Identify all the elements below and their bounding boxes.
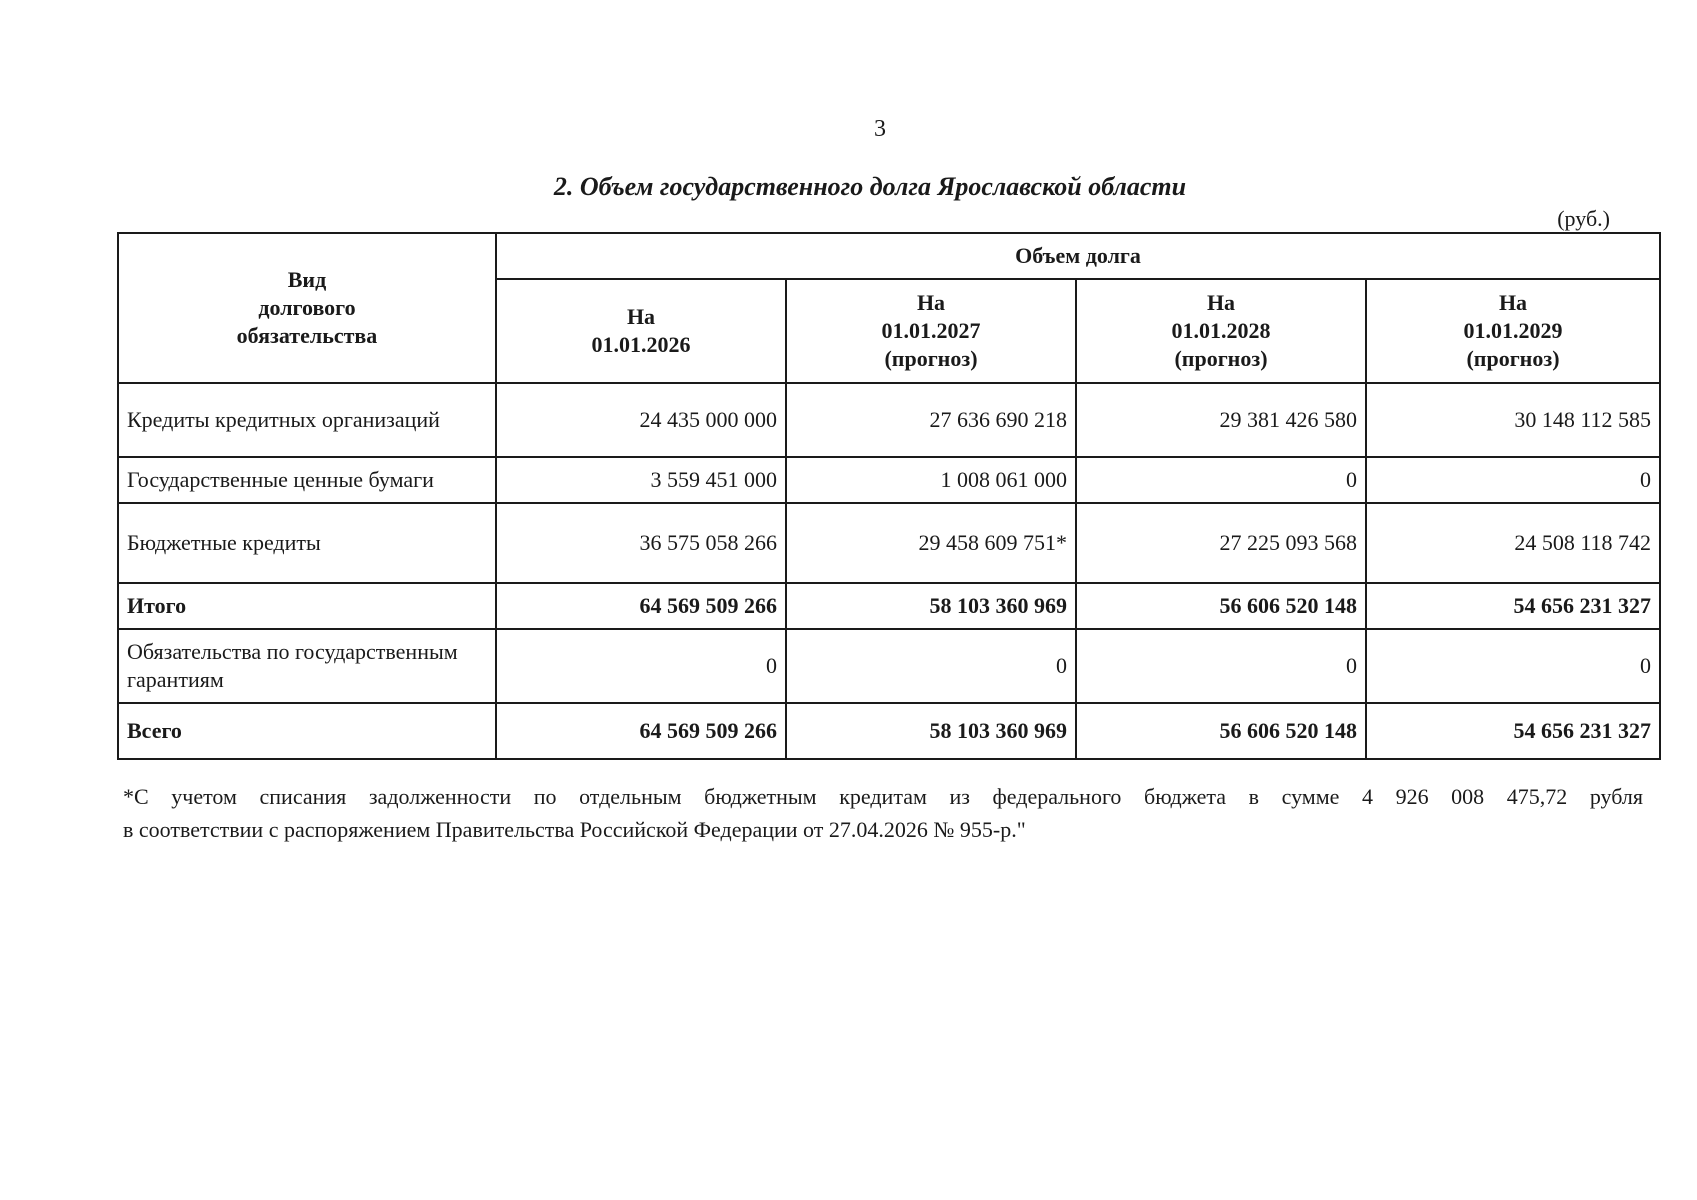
row-label-line: кредиты: [242, 530, 321, 555]
table-cell: 0: [786, 629, 1076, 703]
row-label-line: Бюджетные: [127, 530, 237, 555]
row-label: [118, 503, 496, 583]
table-cell: 30 148 112 585: [1366, 383, 1660, 457]
row-label-line: государственным гарантиям: [127, 639, 458, 692]
table-cell: 56 606 520 148: [1076, 583, 1366, 629]
table-cell: 0: [496, 629, 786, 703]
row-label: [118, 457, 496, 503]
units-label: (руб.): [1557, 206, 1610, 231]
table-cell: 29 458 609 751*: [786, 503, 1076, 583]
date-header-date: 01.01.2027: [881, 318, 981, 343]
table-cell: 0: [1366, 629, 1660, 703]
date-header-prefix: На: [1206, 290, 1236, 315]
date-header-prefix: На: [626, 304, 656, 329]
table-cell: 0: [1076, 457, 1366, 503]
date-column-header: [1076, 279, 1366, 383]
page-number: 3: [874, 116, 886, 142]
footnote: [123, 780, 1643, 846]
row-label-line: Всего: [127, 718, 182, 743]
date-header-date: 01.01.2028: [1171, 318, 1271, 343]
row-label: [118, 703, 496, 759]
date-header-note: (прогноз): [884, 346, 978, 371]
date-column-header: [496, 279, 786, 383]
table-total-row: [118, 583, 1660, 629]
table-cell: 36 575 058 266: [496, 503, 786, 583]
footnote-line: в соответствии с распоряжением Правительства Российской Федерации от 27.04.2026 № 955-р.": [123, 817, 1026, 842]
table-row: [118, 383, 1660, 457]
date-column-header: [786, 279, 1076, 383]
table-cell: 64 569 509 266: [496, 583, 786, 629]
table-cell: 3 559 451 000: [496, 457, 786, 503]
date-header-date: 01.01.2026: [591, 332, 691, 357]
table-header-row: [118, 233, 1660, 279]
table-cell: 54 656 231 327: [1366, 703, 1660, 759]
debt-volume-group-header: Объем долга: [496, 233, 1660, 279]
table-grand-total-row: [118, 703, 1660, 759]
table-cell: 27 636 690 218: [786, 383, 1076, 457]
table-cell: 27 225 093 568: [1076, 503, 1366, 583]
row-label: [118, 583, 496, 629]
date-header-note: (прогноз): [1174, 346, 1268, 371]
table-row: [118, 629, 1660, 703]
date-column-header: [1366, 279, 1660, 383]
date-header-prefix: На: [1498, 290, 1528, 315]
table-cell: 24 435 000 000: [496, 383, 786, 457]
kind-header-line: Вид: [287, 267, 327, 292]
table-cell: 0: [1366, 457, 1660, 503]
kind-column-header: [118, 233, 496, 383]
table-cell: 64 569 509 266: [496, 703, 786, 759]
debt-table: [117, 232, 1661, 760]
kind-header-line: долгового: [258, 295, 356, 320]
table-cell: 58 103 360 969: [786, 583, 1076, 629]
kind-header-line: обязательства: [236, 323, 378, 348]
row-label-line: организаций: [321, 407, 440, 432]
table-cell: 58 103 360 969: [786, 703, 1076, 759]
table-cell: 24 508 118 742: [1366, 503, 1660, 583]
document-title: 2. Объем государственного долга Ярославской области: [553, 172, 1187, 201]
table-row: [118, 457, 1660, 503]
date-header-date: 01.01.2029: [1463, 318, 1563, 343]
table-row: [118, 503, 1660, 583]
row-label-line: Итого: [127, 593, 187, 618]
table-cell: 29 381 426 580: [1076, 383, 1366, 457]
date-header-note: (прогноз): [1466, 346, 1560, 371]
row-label-line: Государственные ценные бумаги: [127, 467, 434, 492]
table-cell: 1 008 061 000: [786, 457, 1076, 503]
footnote-line: *С учетом списания задолженности по отдельным бюджетным кредитам из федерального бюджета в сумме 4 926 008 475,72 рубля: [123, 784, 1643, 809]
row-label: [118, 629, 496, 703]
date-header-prefix: На: [916, 290, 946, 315]
row-label-line: Обязательства по: [127, 639, 290, 664]
row-label: [118, 383, 496, 457]
table-cell: 0: [1076, 629, 1366, 703]
row-label-line: Кредиты кредитных: [127, 407, 317, 432]
table-cell: 54 656 231 327: [1366, 583, 1660, 629]
table-cell: 56 606 520 148: [1076, 703, 1366, 759]
